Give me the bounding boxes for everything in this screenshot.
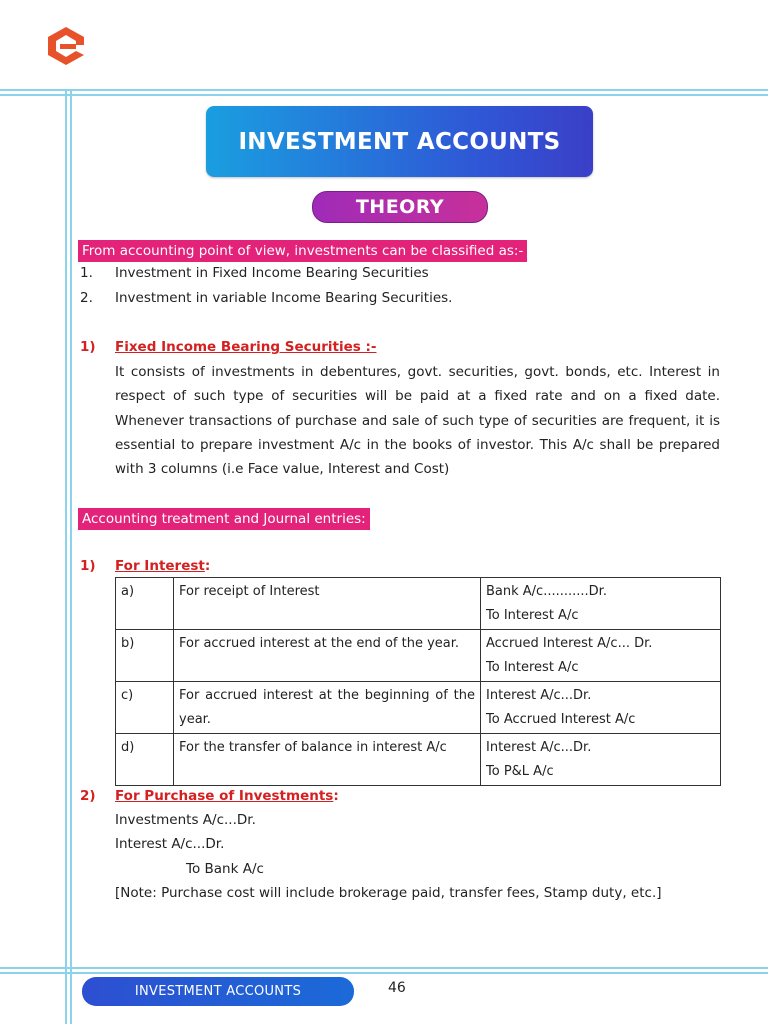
row-description: For the transfer of balance in interest A/c [174, 734, 481, 786]
entry-debit: Bank A/c...........Dr. [486, 584, 607, 599]
row-entry [481, 734, 721, 786]
heading-colon: : [204, 558, 211, 574]
footer-rule-2 [0, 972, 768, 974]
entry-credit: To Interest A/c [486, 607, 579, 623]
table-row [116, 682, 721, 734]
table-row [116, 630, 721, 682]
entry-credit: To P&L A/c [486, 763, 554, 779]
intro-highlight: From accounting point of view, investments can be classified as:- [78, 240, 527, 262]
e-logo-icon [45, 25, 87, 67]
for-purchase-heading [115, 784, 339, 809]
page-number: 46 [388, 980, 406, 996]
row-entry [481, 682, 721, 734]
list-number: 1. [80, 265, 93, 281]
header-rule-1 [0, 89, 768, 91]
list-number: 2. [80, 290, 93, 306]
table-row [116, 734, 721, 786]
for-interest-heading [115, 554, 210, 579]
journal-line: To Bank A/c [186, 861, 264, 877]
row-label: b) [116, 630, 174, 682]
entry-debit: Interest A/c...Dr. [486, 740, 592, 755]
table-row [116, 578, 721, 630]
for-purchase-title: For Purchase of Investments [115, 788, 334, 804]
heading-colon: : [333, 788, 339, 804]
entry-debit: Interest A/c...Dr. [486, 688, 592, 703]
entry-credit: To Accrued Interest A/c [486, 711, 636, 727]
row-label: a) [116, 578, 174, 630]
journal-line: Interest A/c...Dr. [115, 836, 225, 852]
row-description: For accrued interest at the end of the year. [174, 630, 481, 682]
header-rule-2 [0, 94, 768, 96]
entry-debit: Accrued Interest A/c... Dr. [486, 636, 653, 651]
journal-highlight: Accounting treatment and Journal entries: [78, 508, 370, 530]
section-number: 1) [80, 339, 96, 355]
purchase-note: [Note: Purchase cost will include brokerage paid, transfer fees, Stamp duty, etc.] [115, 885, 662, 901]
fixed-income-heading: Fixed Income Bearing Securities :- [115, 339, 377, 355]
row-description: For receipt of Interest [174, 578, 481, 630]
footer-label: INVESTMENT ACCOUNTS [82, 977, 354, 1006]
row-entry [481, 578, 721, 630]
row-label: d) [116, 734, 174, 786]
journal-line: Investments A/c...Dr. [115, 812, 256, 828]
section-badge: THEORY [312, 191, 488, 223]
section-number: 2) [80, 788, 96, 804]
for-interest-title: For Interest [115, 558, 205, 574]
page-title: INVESTMENT ACCOUNTS [206, 106, 593, 177]
list-item: Investment in Fixed Income Bearing Securities [115, 265, 429, 281]
list-item: Investment in variable Income Bearing Securities. [115, 290, 453, 306]
entry-credit: To Interest A/c [486, 659, 579, 675]
section-number: 1) [80, 558, 96, 574]
margin-rule-1 [65, 90, 67, 1024]
interest-entries-table [115, 577, 721, 786]
margin-rule-2 [70, 90, 72, 1024]
fixed-income-paragraph: It consists of investments in debentures, govt. securities, govt. bonds, etc. Interest in respect of such type of securities will be paid at a fixed rate and on a fixed date. Whenever transactions of purchase and sale of such type of securities are frequent, it is essential to prepare investment A/c in the books of investor. This A/c shall be prepared with 3 columns (i.e Face value, Interest and Cost) [115, 364, 720, 478]
row-entry [481, 630, 721, 682]
footer-rule-1 [0, 967, 768, 969]
row-description: For accrued interest at the beginning of the year. [174, 682, 481, 734]
row-label: c) [116, 682, 174, 734]
